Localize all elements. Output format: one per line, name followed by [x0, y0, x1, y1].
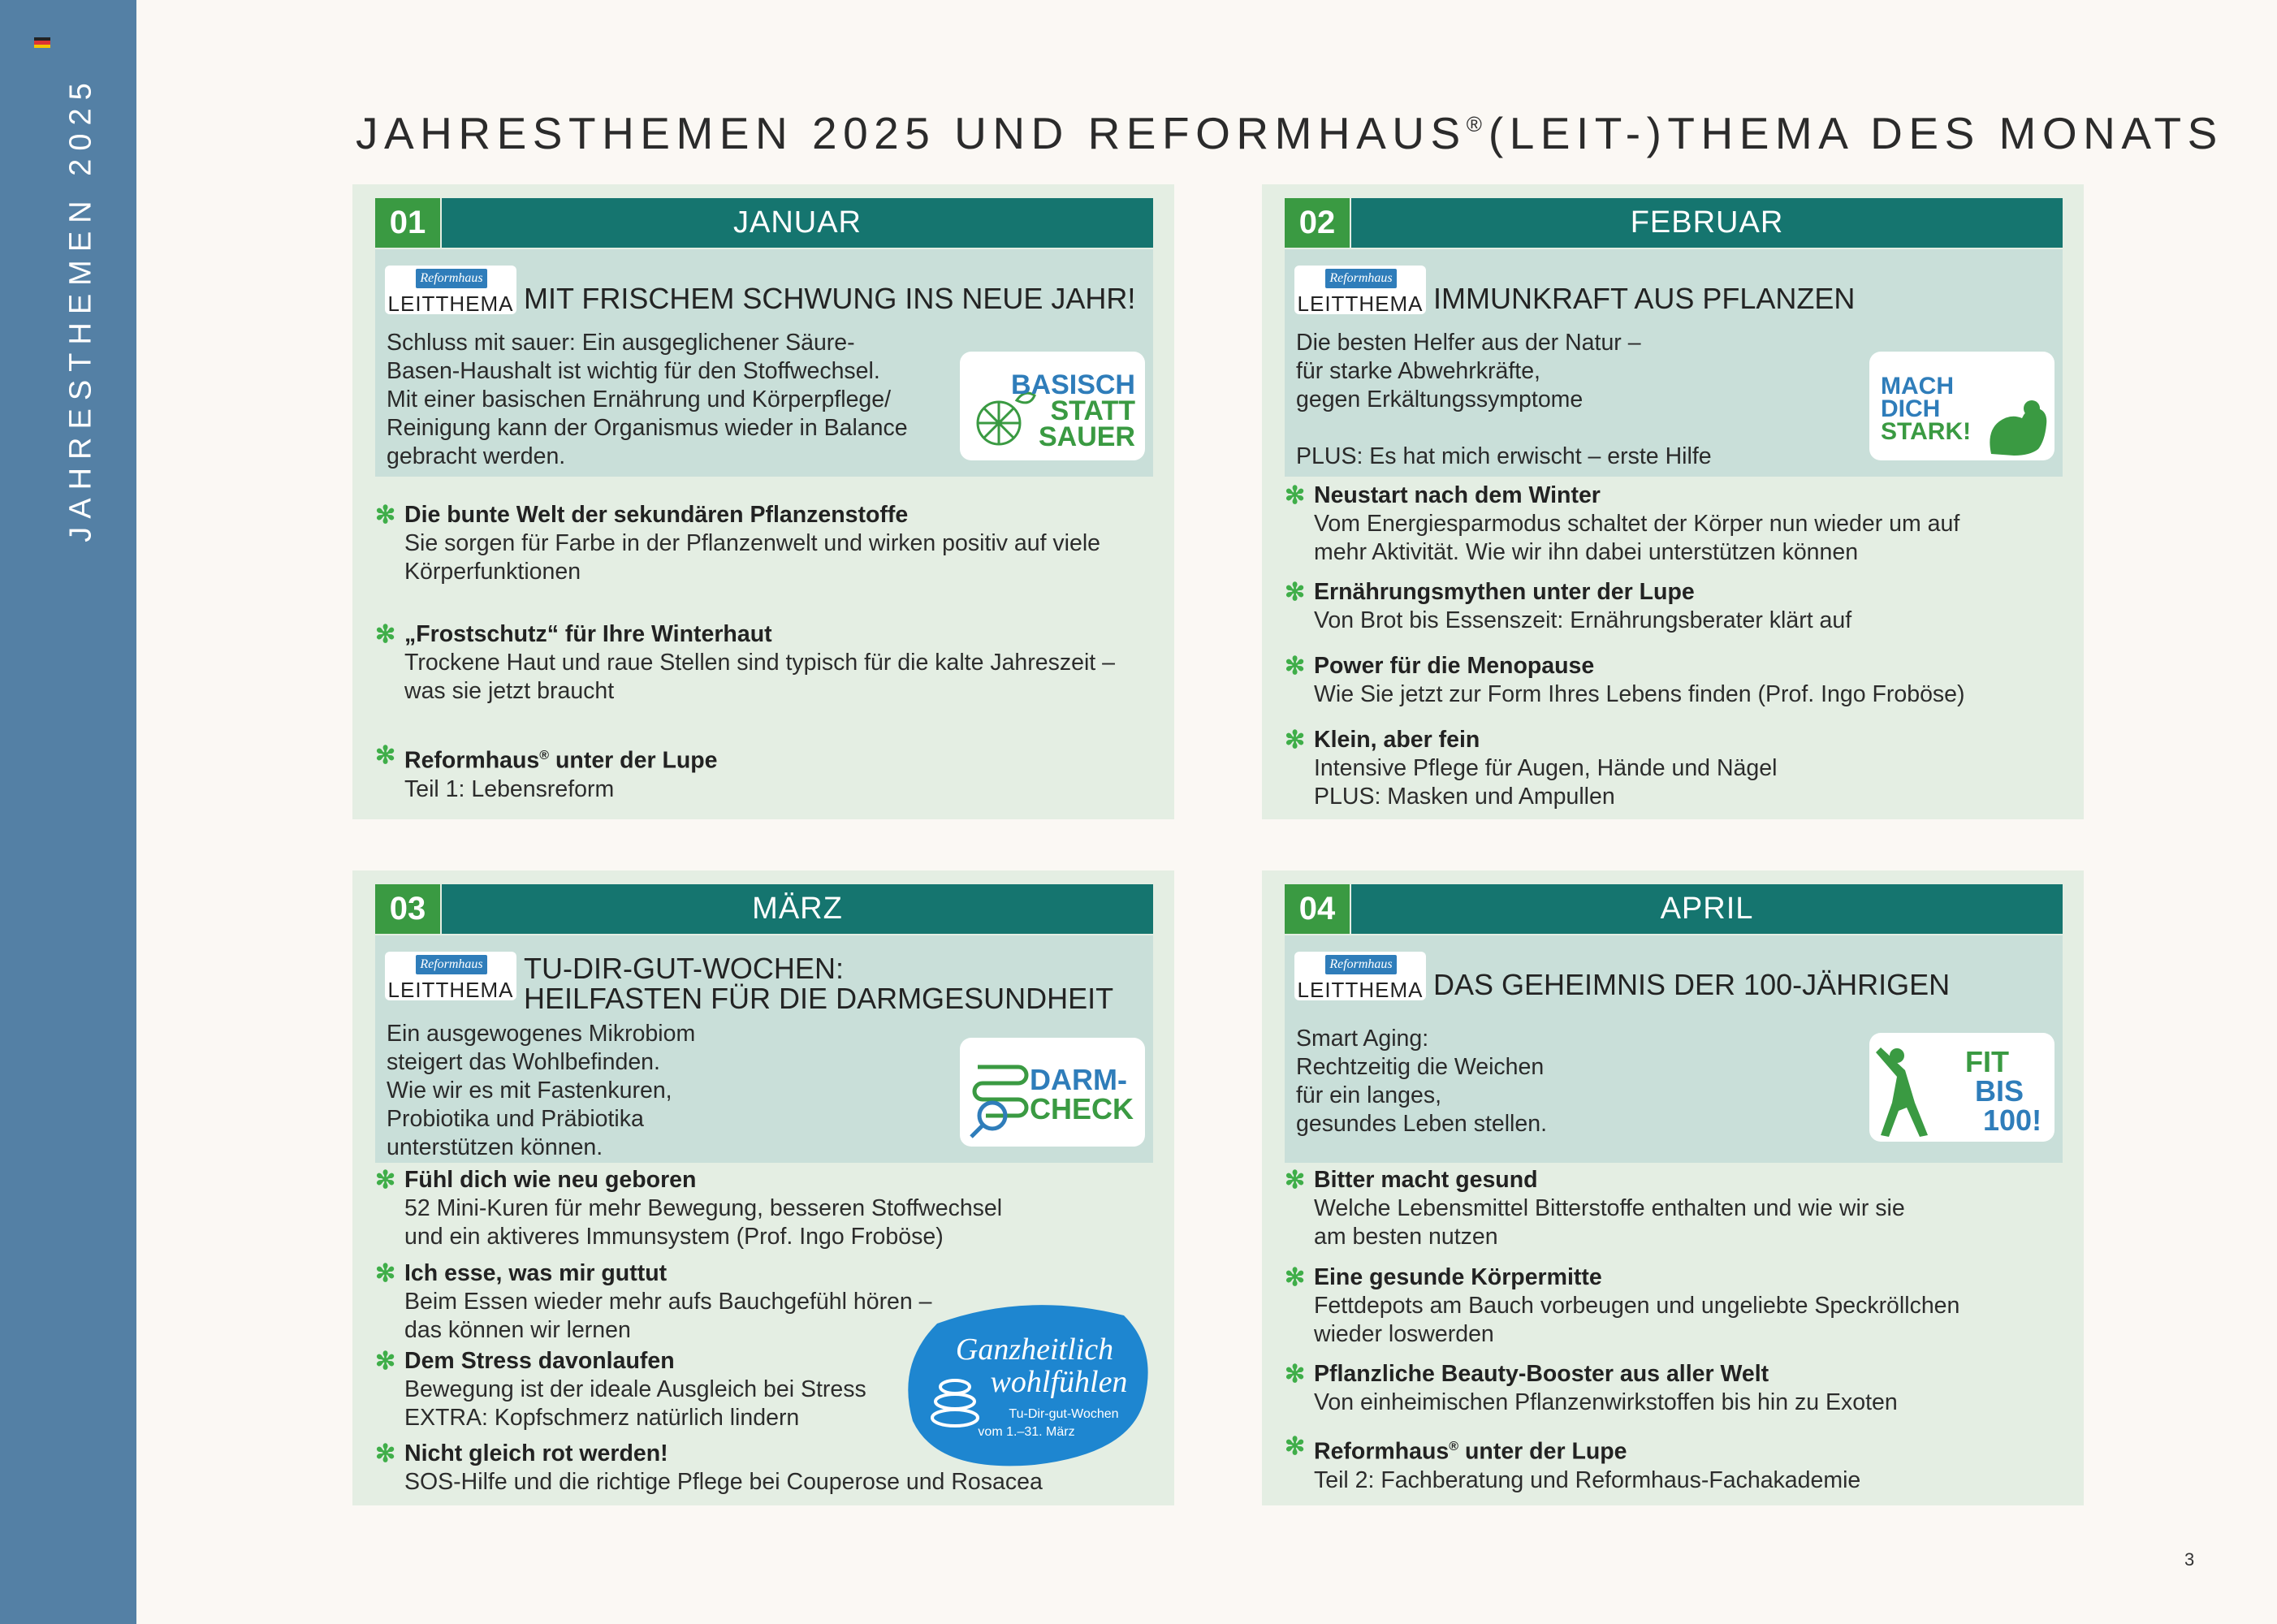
- month-number: 02: [1285, 198, 1350, 248]
- topic-item: [1285, 1263, 2064, 1349]
- body-line: [1296, 414, 1712, 443]
- body-line: Basen-Haushalt ist wichtig für den Stoffwechsel.: [387, 358, 880, 384]
- theme-title-line: IMMUNKRAFT AUS PFLANZEN: [1433, 282, 1856, 315]
- theme-body: [387, 329, 908, 471]
- body-line: PLUS: Es hat mich erwischt – erste Hilfe: [1296, 443, 1712, 469]
- topic-desc: am besten nutzen: [1314, 1224, 1498, 1250]
- badge-label: LEITTHEMA: [387, 978, 514, 1002]
- body-line: Smart Aging:: [1296, 1026, 1429, 1052]
- topic-title: Klein, aber fein: [1314, 727, 1480, 753]
- topic-desc: 52 Mini-Kuren für mehr Bewegung, besseren Stoffwechsel: [404, 1195, 1003, 1221]
- month-header: APRIL: [1351, 884, 2063, 934]
- fit-bis-100-sticker: [1869, 1033, 2054, 1142]
- topic-title: [404, 741, 1155, 775]
- sidebar-vertical-title: JAHRESTHEMEN 2025: [63, 75, 98, 542]
- sticker-text: STARK!: [1881, 418, 1972, 445]
- topic-title: Pflanzliche Beauty-Booster aus aller Welt: [1314, 1361, 1769, 1387]
- month-card-april: [1262, 870, 2084, 1505]
- topic-title: Ernährungsmythen unter der Lupe: [1314, 579, 1695, 605]
- month-number: 03: [375, 884, 440, 934]
- month-number: 04: [1285, 884, 1350, 934]
- asterisk-icon: ✻: [1285, 653, 1306, 680]
- topic-item: [1285, 652, 2064, 709]
- topic-desc: Fettdepots am Bauch vorbeugen und ungeliebte Speckröllchen: [1314, 1293, 1960, 1319]
- month-header: JANUAR: [442, 198, 1153, 248]
- body-line: gebracht werden.: [387, 443, 566, 469]
- sticker-text: BASISCH: [1010, 369, 1135, 400]
- leitthema-badge: [1294, 266, 1426, 314]
- page-title-part1: JAHRESTHEMEN 2025 UND REFORMHAUS: [356, 108, 1467, 158]
- topic-item: [375, 501, 1155, 586]
- mach-dich-stark-sticker: [1869, 352, 2054, 460]
- topic-desc: Teil 1: Lebensreform: [404, 775, 615, 802]
- asterisk-icon: ✻: [375, 502, 396, 529]
- topic-title-text: unter der Lupe: [1458, 1438, 1627, 1465]
- asterisk-icon: ✻: [1285, 1167, 1306, 1194]
- theme-title: [1433, 283, 1855, 313]
- body-line: Die besten Helfer aus der Natur –: [1296, 330, 1641, 356]
- page-number: 3: [2184, 1549, 2195, 1570]
- topic-desc: Bewegung ist der ideale Ausgleich bei Stress: [404, 1376, 866, 1402]
- lemon-icon: [960, 352, 1145, 460]
- topic-desc: Wie Sie jetzt zur Form Ihres Lebens finden (Prof. Ingo Froböse): [1314, 681, 1965, 707]
- topic-item: [1285, 1432, 2064, 1495]
- month-card-maerz: [352, 870, 1174, 1505]
- body-line: unterstützen können.: [387, 1134, 603, 1160]
- theme-title-line: TU-DIR-GUT-WOCHEN:: [524, 952, 844, 985]
- topic-item: [1285, 1166, 2064, 1251]
- asterisk-icon: ✻: [375, 621, 396, 648]
- topic-item: [1285, 726, 2064, 811]
- topic-desc: und ein aktiveres Immunsystem (Prof. Ingo Froböse): [404, 1224, 944, 1250]
- body-line: Schluss mit sauer: Ein ausgeglichener Säure-: [387, 330, 855, 356]
- reformhaus-logo: Reformhaus: [1325, 269, 1397, 288]
- sticker-text: SAUER: [1038, 421, 1135, 452]
- body-line: Ein ausgewogenes Mikrobiom: [387, 1021, 696, 1047]
- topic-desc: Vom Energiesparmodus schaltet der Körper nun wieder um auf: [1314, 511, 1960, 537]
- body-line: gegen Erkältungssymptome: [1296, 387, 1584, 412]
- topic-desc: SOS-Hilfe und die richtige Pflege bei Couperose und Rosacea: [404, 1469, 1043, 1495]
- topic-title: Ich esse, was mir guttut: [404, 1260, 668, 1286]
- sticker-text: MACH: [1881, 373, 1954, 400]
- leitthema-badge: [1294, 952, 1426, 1000]
- asterisk-icon: ✻: [375, 742, 396, 769]
- topic-item: [375, 741, 1155, 804]
- month-header: MÄRZ: [442, 884, 1153, 934]
- body-line: Rechtzeitig die Weichen: [1296, 1054, 1545, 1080]
- topic-title: Nicht gleich rot werden!: [404, 1440, 668, 1466]
- body-line: Reinigung kann der Organismus wieder in Balance: [387, 415, 908, 441]
- sticker-text: DARM-: [1030, 1063, 1127, 1096]
- sticker-text: FIT: [1965, 1045, 2009, 1078]
- topic-desc: PLUS: Masken und Ampullen: [1314, 784, 1615, 810]
- topic-title: [1314, 1432, 2064, 1466]
- month-header: FEBRUAR: [1351, 198, 2063, 248]
- month-card-februar: [1262, 184, 2084, 819]
- topic-title-text: unter der Lupe: [549, 747, 718, 774]
- registered-mark: ®: [1466, 112, 1482, 136]
- body-line: Wie wir es mit Fastenkuren,: [387, 1078, 672, 1104]
- registered-mark: ®: [1449, 1440, 1459, 1453]
- topic-title: „Frostschutz“ für Ihre Winterhaut: [404, 621, 772, 647]
- theme-title-line: DAS GEHEIMNIS DER 100-JÄHRIGEN: [1433, 968, 1951, 1001]
- topic-title: Fühl dich wie neu geboren: [404, 1167, 697, 1193]
- topic-desc: mehr Aktivität. Wie wir ihn dabei unterstützen können: [1314, 539, 1859, 565]
- topic-desc: Trockene Haut und raue Stellen sind typisch für die kalte Jahreszeit –: [404, 650, 1115, 676]
- theme-box: [375, 249, 1153, 477]
- sticker-text: DICH: [1881, 395, 1941, 422]
- topic-title: Bitter macht gesund: [1314, 1167, 1538, 1193]
- darm-check-sticker: [960, 1038, 1145, 1147]
- topic-desc: das können wir lernen: [404, 1317, 631, 1343]
- theme-body: [1296, 1025, 1547, 1138]
- theme-box: [1285, 249, 2063, 477]
- asterisk-icon: ✻: [1285, 727, 1306, 754]
- asterisk-icon: ✻: [375, 1440, 396, 1467]
- body-line: Probiotika und Präbiotika: [387, 1106, 644, 1132]
- theme-title: [524, 953, 1113, 1013]
- topic-desc: Teil 2: Fachberatung und Reformhaus-Fachakademie: [1314, 1466, 1861, 1493]
- body-line: gesundes Leben stellen.: [1296, 1111, 1547, 1137]
- topic-item: [375, 1166, 1155, 1251]
- topic-desc: Intensive Pflege für Augen, Hände und Nägel: [1314, 755, 1778, 781]
- theme-box: [1285, 935, 2063, 1163]
- theme-body: [1296, 329, 1712, 471]
- topic-item: [1285, 482, 2064, 567]
- topic-item: [1285, 578, 2064, 635]
- topic-title: Die bunte Welt der sekundären Pflanzenstoffe: [404, 502, 909, 528]
- topic-title-text: Reformhaus: [404, 747, 540, 774]
- topic-desc: EXTRA: Kopfschmerz natürlich lindern: [404, 1405, 800, 1431]
- topic-title-text: Reformhaus: [1314, 1438, 1450, 1465]
- asterisk-icon: ✻: [1285, 482, 1306, 509]
- bubble-text: wohlfühlen: [990, 1365, 1128, 1399]
- month-number: 01: [375, 198, 440, 248]
- topic-item: [1285, 1360, 2064, 1417]
- page-title: [356, 107, 2223, 159]
- reformhaus-logo: Reformhaus: [1325, 955, 1397, 974]
- topic-desc: wieder loswerden: [1314, 1321, 1494, 1347]
- asterisk-icon: ✻: [1285, 1433, 1306, 1460]
- page-title-part2: (LEIT-)THEMA DES MONATS: [1488, 108, 2223, 158]
- body-line: steigert das Wohlbefinden.: [387, 1049, 660, 1075]
- reformhaus-logo: Reformhaus: [416, 955, 487, 974]
- flag-icon: [34, 37, 50, 48]
- theme-title: [1433, 970, 1950, 1000]
- ganzheitlich-wohlfuehlen-bubble: [905, 1299, 1156, 1470]
- theme-title-line: HEILFASTEN FÜR DIE DARMGESUNDHEIT: [524, 982, 1114, 1015]
- theme-title: [524, 283, 1135, 313]
- registered-mark: ®: [539, 749, 550, 762]
- body-line: Mit einer basischen Ernährung und Körperpflege/: [387, 387, 892, 412]
- sticker-text: 100!: [1983, 1104, 2042, 1137]
- bubble-text: vom 1.–31. März: [978, 1425, 1075, 1439]
- sticker-text: BIS: [1975, 1074, 2024, 1108]
- badge-label: LEITTHEMA: [1297, 292, 1424, 316]
- body-line: für starke Abwehrkräfte,: [1296, 358, 1540, 384]
- topic-desc: Welche Lebensmittel Bitterstoffe enthalten und wie wir sie: [1314, 1195, 1905, 1221]
- topic-title: Dem Stress davonlaufen: [404, 1348, 675, 1374]
- topic-title: Power für die Menopause: [1314, 653, 1595, 679]
- topic-desc: Sie sorgen für Farbe in der Pflanzenwelt und wirken positiv auf viele: [404, 530, 1101, 556]
- asterisk-icon: ✻: [1285, 579, 1306, 606]
- basisch-statt-sauer-sticker: [960, 352, 1145, 460]
- topic-desc: Beim Essen wieder mehr aufs Bauchgefühl hören –: [404, 1289, 932, 1315]
- badge-label: LEITTHEMA: [1297, 978, 1424, 1002]
- topic-desc: Von einheimischen Pflanzenwirkstoffen bis hin zu Exoten: [1314, 1389, 1898, 1415]
- topic-title: Eine gesunde Körpermitte: [1314, 1264, 1602, 1290]
- body-line: für ein langes,: [1296, 1082, 1442, 1108]
- sidebar: [0, 0, 136, 1624]
- sticker-text: CHECK: [1030, 1092, 1134, 1125]
- topic-desc: Körperfunktionen: [404, 559, 581, 585]
- topic-title: Neustart nach dem Winter: [1314, 482, 1601, 508]
- magnifier-icon: [971, 1103, 1005, 1137]
- topic-desc: was sie jetzt braucht: [404, 678, 615, 704]
- asterisk-icon: ✻: [375, 1348, 396, 1375]
- theme-title-line: MIT FRISCHEM SCHWUNG INS NEUE JAHR!: [524, 282, 1136, 315]
- bubble-text: Ganzheitlich: [955, 1332, 1114, 1367]
- theme-body: [387, 1020, 695, 1162]
- topic-item: [375, 620, 1155, 706]
- month-card-januar: [352, 184, 1174, 819]
- asterisk-icon: ✻: [375, 1260, 396, 1287]
- asterisk-icon: ✻: [1285, 1264, 1306, 1291]
- topic-desc: Von Brot bis Essenszeit: Ernährungsberater klärt auf: [1314, 607, 1852, 633]
- flexed-arm-icon: [1990, 400, 2046, 456]
- reformhaus-logo: Reformhaus: [416, 269, 487, 288]
- asterisk-icon: ✻: [1285, 1361, 1306, 1388]
- sticker-text: STATT: [1050, 395, 1135, 426]
- bubble-text: Tu-Dir-gut-Wochen: [1009, 1407, 1119, 1421]
- leitthema-badge: [385, 266, 516, 314]
- asterisk-icon: ✻: [375, 1167, 396, 1194]
- stretching-person-icon: [1876, 1047, 1928, 1137]
- theme-box: [375, 935, 1153, 1163]
- leitthema-badge: [385, 952, 516, 1000]
- badge-label: LEITTHEMA: [387, 292, 514, 316]
